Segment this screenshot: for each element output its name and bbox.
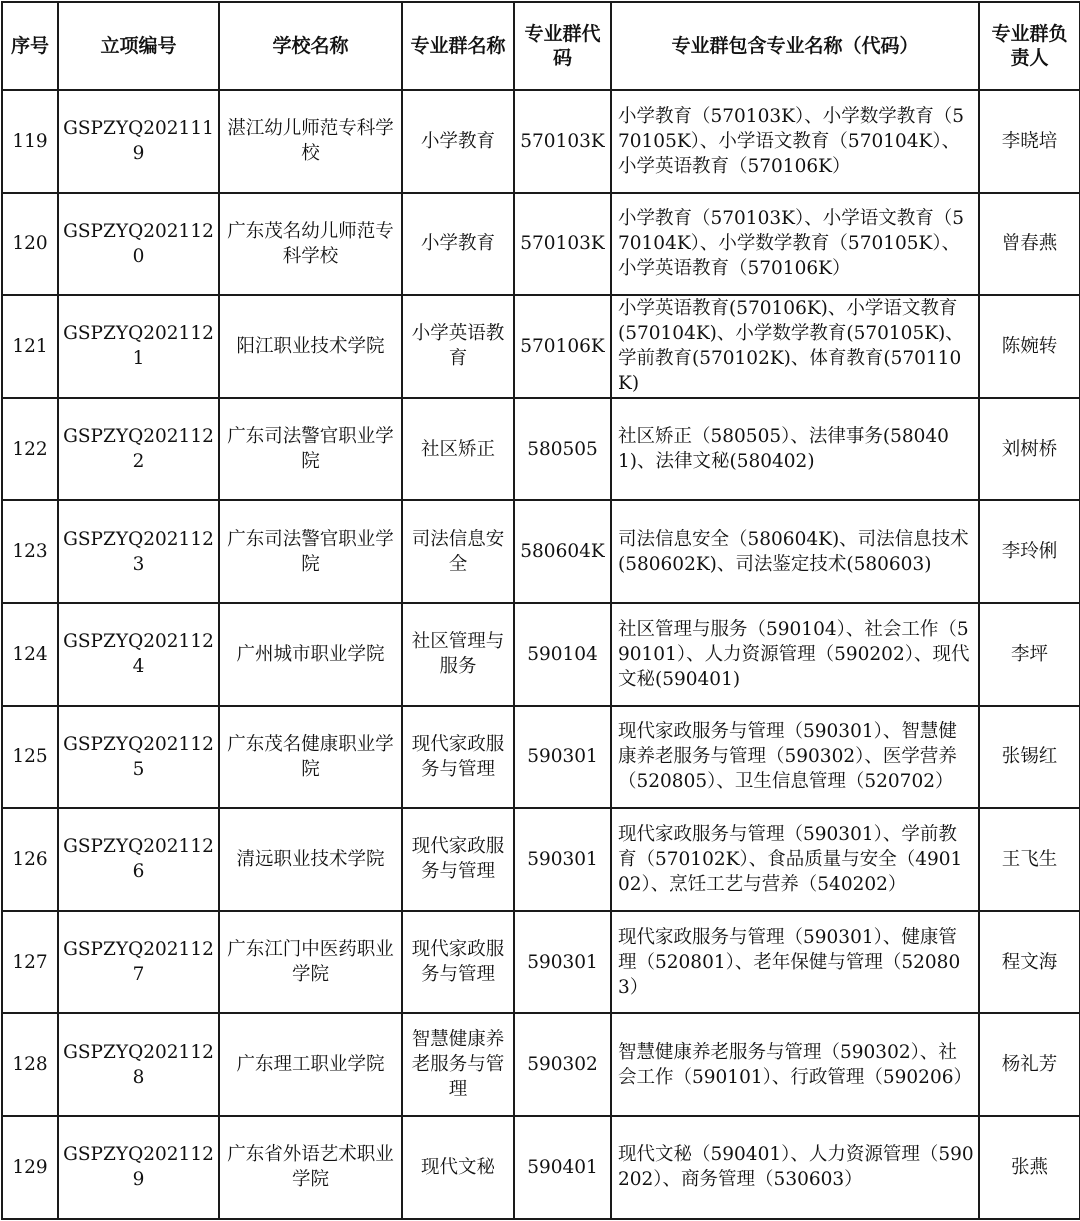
cell-seq: 129 [2,1116,58,1219]
cell-seq: 119 [2,90,58,193]
cell-leader: 王飞生 [979,808,1080,911]
cell-majors: 现代家政服务与管理（590301）、智慧健康养老服务与管理（590302）、医学营养（520805）、卫生信息管理（520702） [611,706,979,809]
header-seq: 序号 [2,2,58,90]
table-row [2,911,1080,1014]
cell-school-name: 广东茂名健康职业学院 [219,706,402,809]
cell-school-name: 广东司法警官职业学院 [219,500,402,603]
table-row [2,1013,1080,1116]
cell-majors: 社区管理与服务（590104）、社会工作（590101）、人力资源管理（590202）、现代文秘(590401) [611,603,979,706]
cell-school-name: 广东江门中医药职业学院 [219,911,402,1014]
cell-leader: 刘树桥 [979,398,1080,501]
cell-leader: 杨礼芳 [979,1013,1080,1116]
cell-project-id: GSPZYQ2021123 [58,500,219,603]
cell-group-name: 司法信息安全 [402,500,514,603]
cell-project-id: GSPZYQ2021124 [58,603,219,706]
table-body [2,90,1080,1219]
cell-group-code: 590104 [514,603,611,706]
table-row [2,603,1080,706]
cell-group-code: 590301 [514,706,611,809]
cell-group-code: 590401 [514,1116,611,1219]
header-row [2,2,1080,90]
table-row [2,706,1080,809]
cell-project-id: GSPZYQ2021125 [58,706,219,809]
table-row [2,90,1080,193]
cell-group-code: 580604K [514,500,611,603]
cell-group-code: 570103K [514,90,611,193]
cell-group-code: 580505 [514,398,611,501]
cell-school-name: 广东司法警官职业学院 [219,398,402,501]
table-row [2,193,1080,296]
cell-leader: 李晓培 [979,90,1080,193]
cell-school-name: 广东茂名幼儿师范专科学校 [219,193,402,296]
header-school-name: 学校名称 [219,2,402,90]
cell-project-id: GSPZYQ2021121 [58,295,219,398]
cell-majors: 智慧健康养老服务与管理（590302）、社会工作（590101）、行政管理（590206） [611,1013,979,1116]
cell-school-name: 阳江职业技术学院 [219,295,402,398]
cell-seq: 125 [2,706,58,809]
cell-seq: 122 [2,398,58,501]
cell-majors: 小学教育（570103K）、小学语文教育（570104K）、小学数学教育（570105K）、小学英语教育（570106K） [611,193,979,296]
cell-majors: 小学英语教育(570106K)、小学语文教育(570104K)、小学数学教育(570105K)、学前教育(570102K)、体育教育(570110K) [611,295,979,398]
cell-group-code: 570103K [514,193,611,296]
table-row [2,295,1080,398]
header-group-code: 专业群代码 [514,2,611,90]
cell-majors: 现代家政服务与管理（590301）、健康管理（520801）、老年保健与管理（520803） [611,911,979,1014]
cell-project-id: GSPZYQ2021128 [58,1013,219,1116]
table-row [2,398,1080,501]
cell-group-name: 智慧健康养老服务与管理 [402,1013,514,1116]
table-row [2,1116,1080,1219]
table-row [2,808,1080,911]
cell-group-name: 现代家政服务与管理 [402,808,514,911]
cell-school-name: 广东省外语艺术职业学院 [219,1116,402,1219]
cell-leader: 曾春燕 [979,193,1080,296]
header-leader: 专业群负责人 [979,2,1080,90]
cell-leader: 李玲俐 [979,500,1080,603]
cell-group-name: 社区矫正 [402,398,514,501]
cell-majors: 司法信息安全（580604K)、司法信息技术(580602K)、司法鉴定技术(580603) [611,500,979,603]
header-group-name: 专业群名称 [402,2,514,90]
cell-seq: 128 [2,1013,58,1116]
cell-school-name: 广州城市职业学院 [219,603,402,706]
cell-leader: 张锡红 [979,706,1080,809]
cell-majors: 社区矫正（580505）、法律事务(580401)、法律文秘(580402) [611,398,979,501]
cell-project-id: GSPZYQ2021127 [58,911,219,1014]
cell-leader: 程文海 [979,911,1080,1014]
cell-group-code: 590302 [514,1013,611,1116]
cell-project-id: GSPZYQ2021126 [58,808,219,911]
cell-seq: 120 [2,193,58,296]
cell-school-name: 湛江幼儿师范专科学校 [219,90,402,193]
cell-group-name: 小学教育 [402,90,514,193]
cell-project-id: GSPZYQ2021129 [58,1116,219,1219]
cell-seq: 126 [2,808,58,911]
cell-group-name: 现代家政服务与管理 [402,706,514,809]
cell-group-name: 小学英语教育 [402,295,514,398]
cell-group-name: 社区管理与服务 [402,603,514,706]
cell-group-name: 现代家政服务与管理 [402,911,514,1014]
cell-majors: 小学教育（570103K）、小学数学教育（570105K）、小学语文教育（570104K）、小学英语教育（570106K） [611,90,979,193]
cell-group-name: 小学教育 [402,193,514,296]
cell-seq: 124 [2,603,58,706]
cell-leader: 陈婉转 [979,295,1080,398]
cell-group-code: 590301 [514,911,611,1014]
cell-project-id: GSPZYQ2021122 [58,398,219,501]
project-table [1,1,1080,1220]
cell-leader: 李坪 [979,603,1080,706]
cell-project-id: GSPZYQ2021120 [58,193,219,296]
cell-majors: 现代家政服务与管理（590301）、学前教育（570102K）、食品质量与安全（490102）、烹饪工艺与营养（540202） [611,808,979,911]
cell-seq: 127 [2,911,58,1014]
header-majors: 专业群包含专业名称（代码） [611,2,979,90]
cell-leader: 张燕 [979,1116,1080,1219]
cell-majors: 现代文秘（590401）、人力资源管理（590202）、商务管理（530603） [611,1116,979,1219]
cell-group-name: 现代文秘 [402,1116,514,1219]
cell-project-id: GSPZYQ2021119 [58,90,219,193]
cell-group-code: 590301 [514,808,611,911]
cell-school-name: 广东理工职业学院 [219,1013,402,1116]
cell-seq: 121 [2,295,58,398]
cell-school-name: 清远职业技术学院 [219,808,402,911]
cell-group-code: 570106K [514,295,611,398]
cell-seq: 123 [2,500,58,603]
table-row [2,500,1080,603]
header-project-id: 立项编号 [58,2,219,90]
